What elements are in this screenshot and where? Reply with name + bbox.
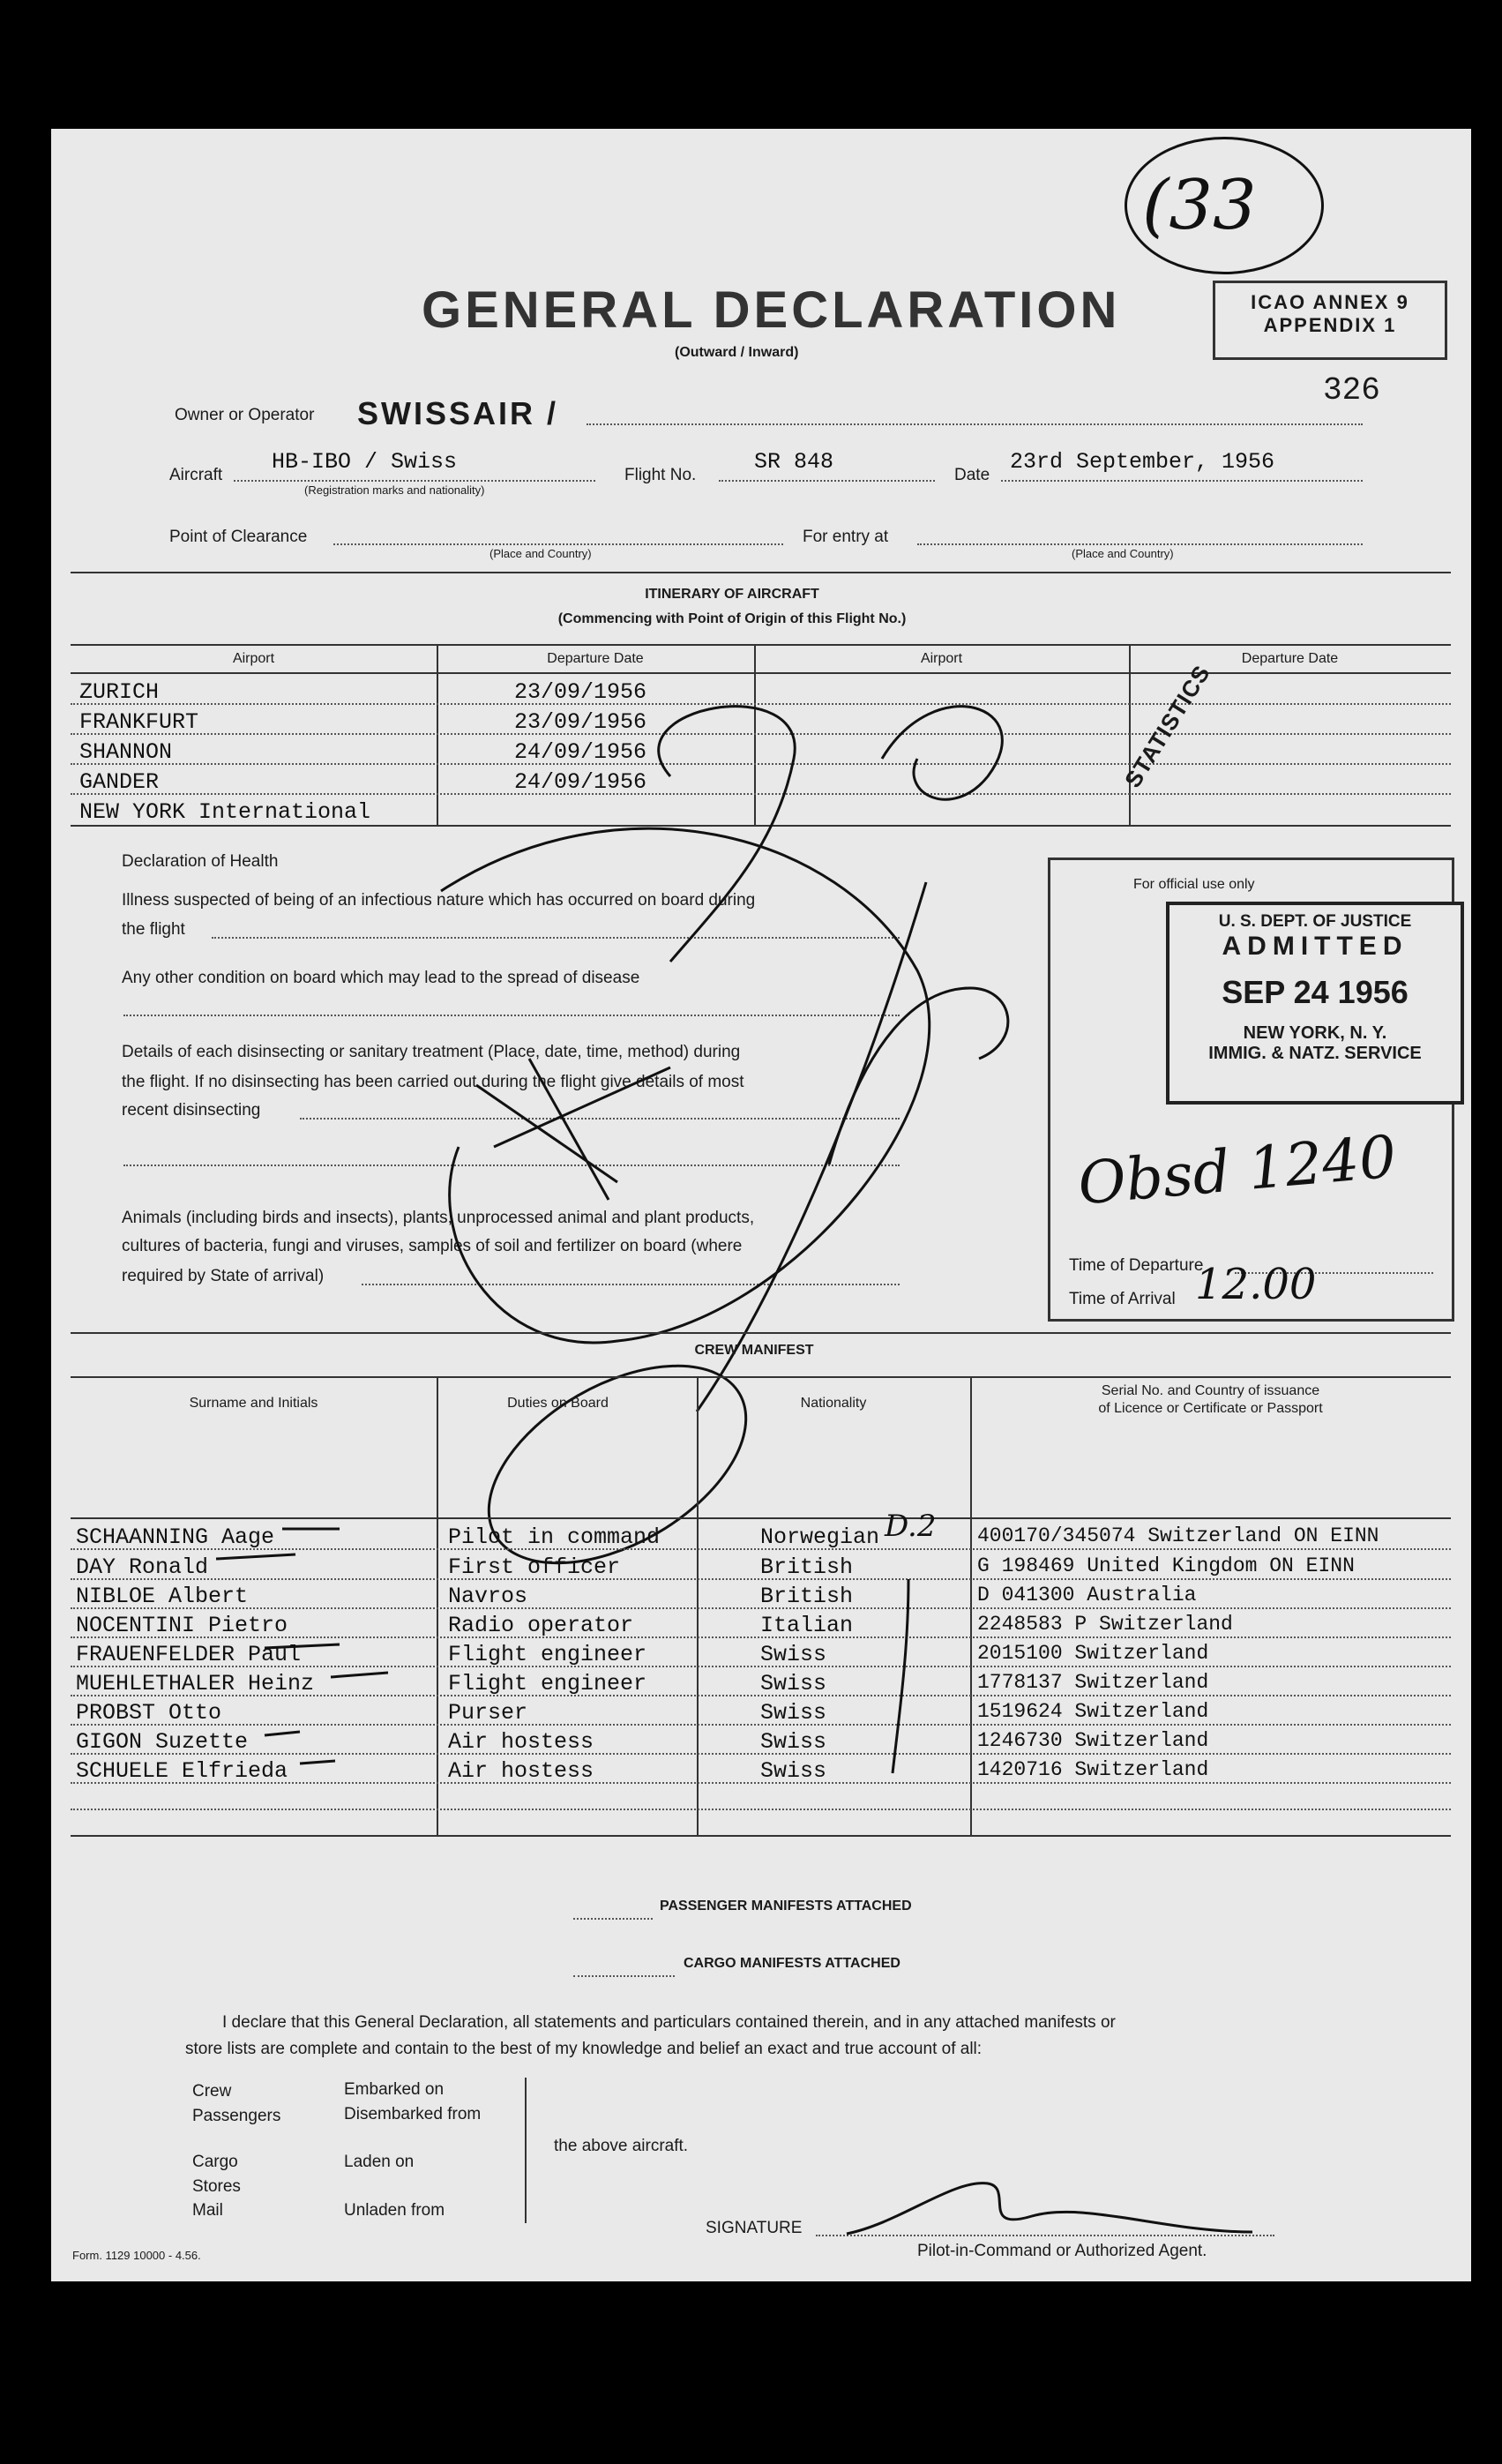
time-arrival-label: Time of Arrival	[1069, 1290, 1176, 1308]
crew-col-nationality: Nationality	[800, 1396, 867, 1411]
crew-duty-3: Navros	[448, 1584, 528, 1609]
decl-stores: Stores	[192, 2177, 241, 2196]
clearance-label: Point of Clearance	[169, 528, 308, 546]
entry-label: For entry at	[803, 528, 889, 546]
icao-line-1: ICAO ANNEX 9	[1251, 291, 1409, 313]
itinerary-date-1: 23/09/1956	[514, 679, 647, 705]
stamp-city: NEW YORK, N. Y.	[1243, 1023, 1387, 1043]
date-label: Date	[954, 466, 990, 484]
declaration-line-1: I declare that this General Declaration, all statements and particulars contained therein, and in any attached manifests or	[222, 2013, 1116, 2032]
form-number: Form. 1129 10000 - 4.56.	[72, 2249, 201, 2262]
flight-label: Flight No.	[624, 466, 697, 484]
aircraft-label: Aircraft	[169, 466, 223, 484]
crew-nat-9: Swiss	[760, 1758, 827, 1784]
owner-label: Owner or Operator	[175, 406, 315, 424]
time-departure-label: Time of Departure	[1069, 1256, 1204, 1275]
itinerary-subheading: (Commencing with Point of Origin of this Flight No.)	[557, 611, 907, 626]
date-value: 23rd September, 1956	[1010, 449, 1275, 475]
crew-name-9: SCHUELE Elfrieda	[76, 1758, 288, 1784]
crew-nat-3: British	[760, 1584, 854, 1609]
health-heading: Declaration of Health	[122, 852, 279, 871]
itinerary-airport-5: NEW YORK International	[79, 799, 371, 825]
crew-nat-7: Swiss	[760, 1700, 827, 1726]
icao-line-2: APPENDIX 1	[1263, 314, 1397, 336]
crew-col-name: Surname and Initials	[189, 1396, 318, 1411]
stamp-service: IMMIG. & NATZ. SERVICE	[1208, 1044, 1422, 1063]
health-q1-line-b: the flight	[122, 920, 185, 939]
aircraft-note: (Registration marks and nationality)	[304, 483, 485, 497]
cargo-manifests-attached: CARGO MANIFESTS ATTACHED	[684, 1956, 900, 1971]
itinerary-airport-4: GANDER	[79, 769, 160, 795]
decl-laden-on: Laden on	[344, 2153, 415, 2171]
crew-serial-8: 1246730 Switzerland	[977, 1729, 1209, 1752]
crew-serial-2: G 198469 United Kingdom ON EINN	[977, 1554, 1355, 1577]
time-arrival-value: 12.00	[1195, 1260, 1317, 1309]
decl-above-aircraft: the above aircraft.	[554, 2137, 689, 2155]
aircraft-value: HB-IBO / Swiss	[272, 449, 458, 475]
crew-duty-8: Air hostess	[448, 1729, 594, 1755]
health-q4-line-a: Animals (including birds and insects), plants, unprocessed animal and plant products,	[122, 1209, 755, 1227]
official-use-heading: For official use only	[1133, 877, 1255, 892]
itinerary-col-airport-1: Airport	[232, 651, 275, 666]
crew-duty-2: First officer	[448, 1554, 621, 1580]
clearance-note: (Place and Country)	[489, 547, 592, 560]
itinerary-col-airport-2: Airport	[920, 651, 963, 666]
itinerary-airport-2: FRANKFURT	[79, 709, 199, 735]
stamp-date: SEP 24 1956	[1222, 974, 1409, 1010]
itinerary-date-2: 23/09/1956	[514, 709, 647, 735]
passenger-manifests-attached: PASSENGER MANIFESTS ATTACHED	[660, 1899, 912, 1914]
crew-name-4: NOCENTINI Pietro	[76, 1613, 288, 1638]
health-q3-line-b: the flight. If no disinsecting has been carried out during the flight give details of most	[122, 1073, 744, 1091]
annotation-number: (33	[1142, 166, 1257, 245]
health-q4-line-c: required by State of arrival)	[122, 1267, 325, 1285]
crew-name-6: MUEHLETHALER Heinz	[76, 1671, 315, 1696]
form-title: GENERAL DECLARATION	[422, 281, 1121, 339]
crew-duty-9: Air hostess	[448, 1758, 594, 1784]
document-number: 326	[1323, 372, 1380, 408]
crew-name-3: NIBLOE Albert	[76, 1584, 249, 1609]
crew-serial-7: 1519624 Switzerland	[977, 1700, 1209, 1723]
crew-duty-7: Purser	[448, 1700, 528, 1726]
decl-passengers: Passengers	[192, 2107, 281, 2125]
crew-duty-1: Pilot in command	[448, 1524, 661, 1550]
crew-nat-2: British	[760, 1554, 854, 1580]
crew-serial-6: 1778137 Switzerland	[977, 1671, 1209, 1694]
decl-mail: Mail	[192, 2201, 223, 2220]
crew-col-duties: Duties on Board	[507, 1396, 609, 1411]
decl-disembarked-from: Disembarked from	[344, 2105, 482, 2123]
crew-name-7: PROBST Otto	[76, 1700, 222, 1726]
form-subtitle: (Outward / Inward)	[675, 345, 799, 360]
crew-name-8: GIGON Suzette	[76, 1729, 249, 1755]
official-handwritten-note: Obsd 1240	[1075, 1122, 1400, 1218]
health-q4-line-b: cultures of bacteria, fungi and viruses, samples of soil and fertilizer on board (where	[122, 1237, 743, 1255]
crew-serial-3: D 041300 Australia	[977, 1584, 1197, 1606]
crew-hand-note: D.2	[885, 1509, 937, 1544]
itinerary-col-departure-1: Departure Date	[547, 651, 644, 666]
crew-duty-4: Radio operator	[448, 1613, 634, 1638]
crew-serial-5: 2015100 Switzerland	[977, 1642, 1209, 1665]
crew-duty-5: Flight engineer	[448, 1642, 647, 1667]
itinerary-col-departure-2: Departure Date	[1241, 651, 1339, 666]
crew-heading: CREW MANIFEST	[694, 1343, 814, 1358]
itinerary-airport-1: ZURICH	[79, 679, 160, 705]
crew-name-1: SCHAANNING Aage	[76, 1524, 275, 1550]
entry-note: (Place and Country)	[1072, 547, 1174, 560]
itinerary-heading: ITINERARY OF AIRCRAFT	[645, 587, 819, 602]
crew-serial-1: 400170/345074 Switzerland ON EINN	[977, 1524, 1379, 1547]
crew-nat-6: Swiss	[760, 1671, 827, 1696]
owner-value: SWISSAIR /	[357, 395, 559, 431]
stamp-dept: U. S. DEPT. OF JUSTICE	[1218, 912, 1412, 931]
declaration-line-2: store lists are complete and contain to the best of my knowledge and belief an exact and true account of all:	[185, 2040, 983, 2058]
decl-embarked-on: Embarked on	[344, 2080, 445, 2099]
crew-serial-4: 2248583 P Switzerland	[977, 1613, 1233, 1636]
crew-col-serial-1: Serial No. and Country of issuance	[1101, 1383, 1320, 1398]
crew-serial-9: 1420716 Switzerland	[977, 1758, 1209, 1781]
crew-duty-6: Flight engineer	[448, 1671, 647, 1696]
itinerary-date-4: 24/09/1956	[514, 769, 647, 795]
decl-crew: Crew	[192, 2082, 232, 2101]
crew-col-serial-2: of Licence or Certificate or Passport	[1098, 1401, 1323, 1416]
signature-label: SIGNATURE	[706, 2219, 803, 2237]
itinerary-airport-3: SHANNON	[79, 739, 173, 765]
health-q3-line-a: Details of each disinsecting or sanitary treatment (Place, date, time, method) during	[122, 1043, 741, 1061]
decl-unladen-from: Unladen from	[344, 2201, 445, 2220]
crew-nat-8: Swiss	[760, 1729, 827, 1755]
health-q3-line-c: recent disinsecting	[122, 1101, 261, 1120]
crew-nat-1: Norwegian	[760, 1524, 880, 1550]
statistics-stamp: STATISTICS	[1118, 660, 1216, 793]
stamp-admitted: ADMITTED	[1222, 932, 1409, 961]
crew-nat-5: Swiss	[760, 1642, 827, 1667]
decl-cargo: Cargo	[192, 2153, 238, 2171]
health-q1-line-a: Illness suspected of being of an infectious nature which has occurred on board during	[122, 891, 756, 910]
signer-label: Pilot-in-Command or Authorized Agent.	[917, 2242, 1207, 2260]
crew-name-5: FRAUENFELDER Paul	[76, 1642, 302, 1667]
itinerary-date-3: 24/09/1956	[514, 739, 647, 765]
health-q2: Any other condition on board which may lead to the spread of disease	[122, 969, 640, 987]
crew-name-2: DAY Ronald	[76, 1554, 209, 1580]
flight-value: SR 848	[754, 449, 834, 475]
crew-nat-4: Italian	[760, 1613, 854, 1638]
